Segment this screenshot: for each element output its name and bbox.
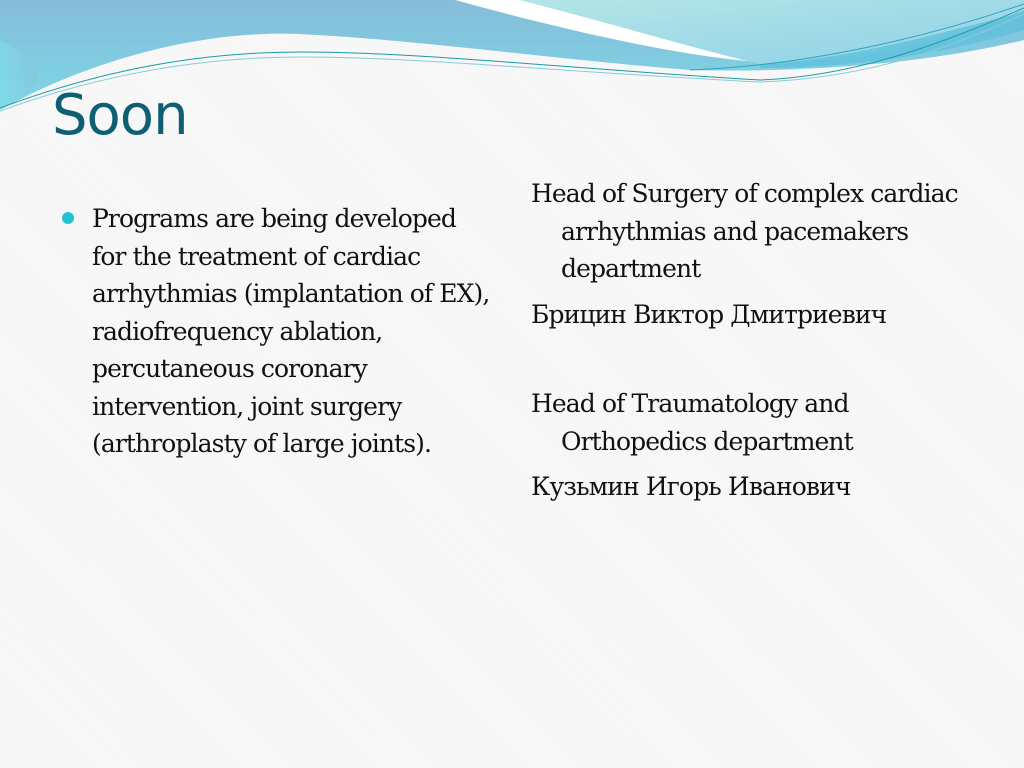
left-column — [62, 200, 492, 463]
person-block — [531, 175, 991, 333]
person-block — [531, 385, 991, 506]
person-name: Брицин Виктор Дмитриевич — [531, 299, 887, 329]
right-column — [531, 175, 991, 506]
bullet-item — [62, 200, 492, 463]
bullet-dot-icon — [62, 212, 74, 224]
spacer — [531, 333, 991, 385]
person-role: Head of Traumatology and Orthopedics department — [531, 389, 853, 456]
person-name: Кузьмин Игорь Иванович — [531, 472, 851, 501]
bullet-text: Programs are being developed for the treatment of cardiac arrhythmias (implantation of EX), radiofrequency ablation, percutaneous coronary intervention, joint surgery (arthroplasty of large joints). — [92, 204, 490, 458]
slide-title: Soon — [52, 83, 188, 148]
person-role: Head of Surgery of complex cardiac arrhythmias and pacemakers department — [531, 179, 958, 283]
